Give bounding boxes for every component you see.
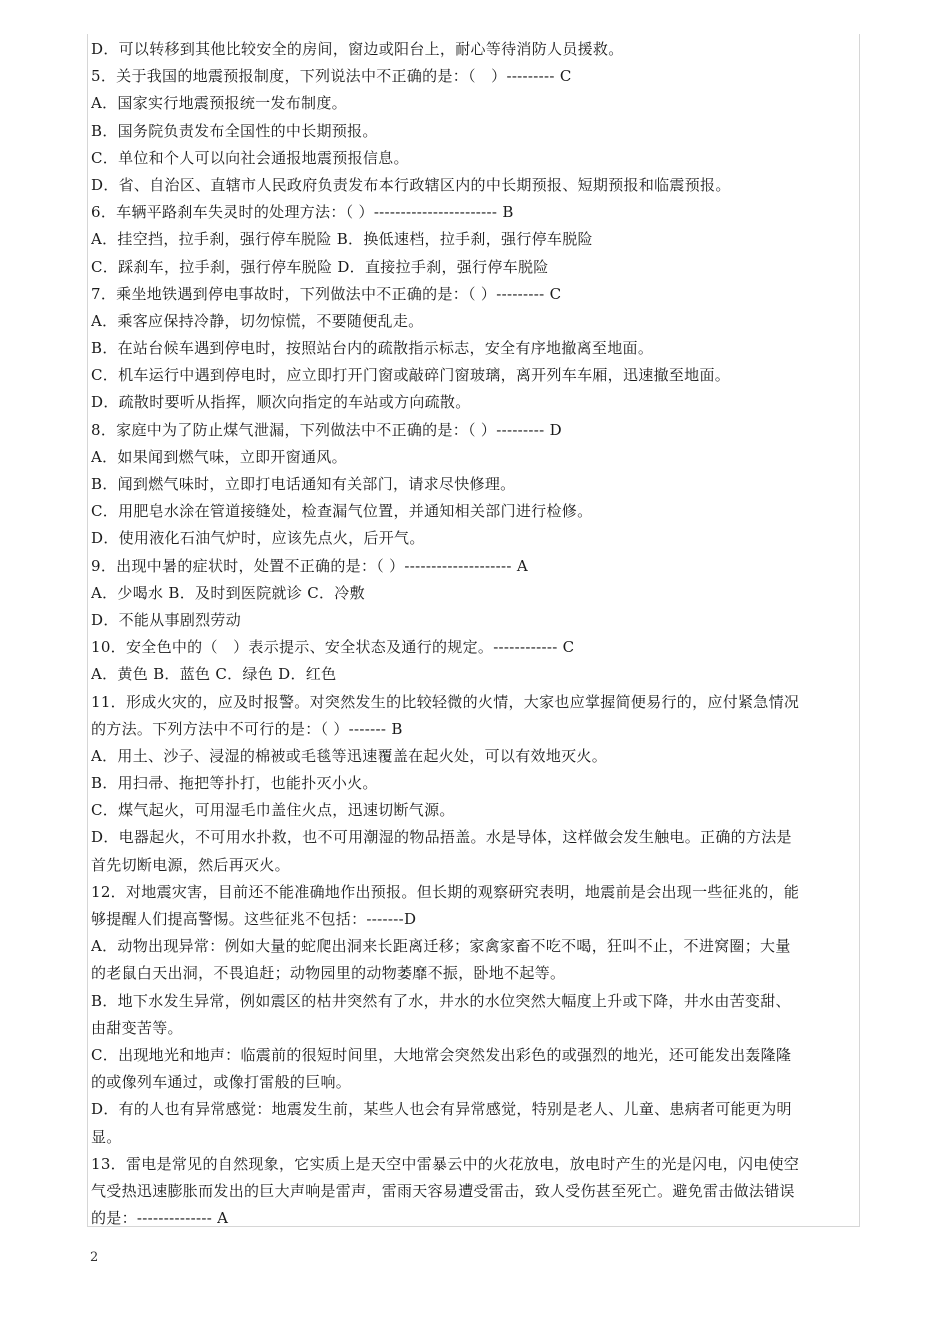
text-line: A．动物出现异常：例如大量的蛇爬出洞来长距离迁移；家禽家畜不吃不喝，狂叫不止，不进窝圈；大量 (91, 937, 791, 956)
text-line: A．国家实行地震预报统一发布制度。 (91, 94, 347, 113)
document-body (87, 34, 860, 1227)
text-line: B．用扫帚、拖把等扑打，也能扑灭小火。 (91, 774, 378, 793)
text-line: 7．乘坐地铁遇到停电事故时，下列做法中不正确的是：（ ）--------- C (91, 284, 562, 303)
text-line: 10．安全色中的（ ）表示提示、安全状态及通行的规定。------------ C (91, 638, 575, 657)
text-line: 够提醒人们提高警惕。这些征兆不包括：-------D (91, 910, 417, 928)
text-line: A．如果闻到燃气味，立即开窗通风。 (91, 447, 347, 466)
text-line: A．黄色 B．蓝色 C．绿色 D．红色 (91, 665, 337, 684)
text-line: C．单位和个人可以向社会通报地震预报信息。 (91, 148, 409, 167)
text-line: B．在站台候车遇到停电时，按照站台内的疏散指示标志，安全有序地撤离至地面。 (91, 339, 654, 358)
text-line: 气受热迅速膨胀而发出的巨大声响是雷声，雷雨天容易遭受雷击，致人受伤甚至死亡。避免雷击做法错误 (91, 1181, 795, 1200)
text-line: A．挂空挡，拉手刹，强行停车脱险 B．换低速档，拉手刹，强行停车脱险 (91, 230, 593, 249)
text-line: D．疏散时要听从指挥，顺次向指定的车站或方向疏散。 (91, 393, 471, 412)
text-line: D．有的人也有异常感觉：地震发生前，某些人也会有异常感觉，特别是老人、儿童、患病者可能更为明 (91, 1100, 792, 1119)
text-line: C．用肥皂水涂在管道接缝处，检查漏气位置，并通知相关部门进行检修。 (91, 502, 593, 521)
text-line: 5．关于我国的地震预报制度，下列说法中不正确的是：（ ）--------- C (91, 67, 572, 86)
text-line: 11．形成火灾的，应及时报警。对突然发生的比较轻微的火情，大家也应掌握简便易行的，应付紧急情况 (91, 692, 800, 711)
text-line: 8．家庭中为了防止煤气泄漏，下列做法中不正确的是：（ ）--------- D (91, 420, 562, 439)
text-line: 首先切断电源，然后再灭火。 (91, 855, 290, 874)
text-line: 9．出现中暑的症状时，处置不正确的是：（ ）-------------------- A (91, 556, 528, 575)
text-line: C．出现地光和地声：临震前的很短时间里，大地常会突然发出彩色的或强烈的地光，还可能发出轰隆隆 (91, 1045, 792, 1064)
text-line: 的是：-------------- A (91, 1209, 229, 1228)
text-line: A．乘客应保持冷静，切勿惊慌，不要随便乱走。 (91, 311, 424, 330)
text-line: B．国务院负责发布全国性的中长期预报。 (91, 121, 378, 140)
text-line: D．不能从事剧烈劳动 (91, 610, 242, 629)
text-line: 的或像列车通过，或像打雷般的巨响。 (91, 1073, 352, 1092)
text-line: 12．对地震灾害，目前还不能准确地作出预报。但长期的观察研究表明，地震前是会出现一些征兆的，能 (91, 882, 800, 901)
text-line: 的方法。下列方法中不可行的是：（ ）------- B (91, 719, 403, 738)
text-line: B．闻到燃气味时，立即打电话通知有关部门，请求尽快修理。 (91, 475, 516, 493)
text-line: D．可以转移到其他比较安全的房间，窗边或阳台上，耐心等待消防人员援救。 (91, 40, 624, 58)
page-number: 2 (90, 1250, 99, 1265)
text-line: D．电器起火，不可用水扑救，也不可用潮湿的物品捂盖。水是导体，这样做会发生触电。正确的方法是 (91, 828, 792, 847)
text-line: D．省、自治区、直辖市人民政府负责发布本行政辖区内的中长期预报、短期预报和临震预报。 (91, 175, 731, 194)
text-line: 显。 (91, 1127, 122, 1146)
text-line: 由甜变苦等。 (91, 1018, 183, 1037)
text-line: 13．雷电是常见的自然现象，它实质上是天空中雷暴云中的火花放电，放电时产生的光是闪电，闪电使空 (91, 1154, 800, 1173)
text-line: A．少喝水 B．及时到医院就诊 C．冷敷 (91, 583, 365, 602)
text-line: C．煤气起火，可用湿毛巾盖住火点，迅速切断气源。 (91, 801, 455, 820)
text-line: 6．车辆平路刹车失灵时的处理方法：（ ）----------------------- B (91, 203, 514, 222)
text-line: D．使用液化石油气炉时，应该先点火，后开气。 (91, 529, 425, 548)
text-line: B．地下水发生异常，例如震区的枯井突然有了水，井水的水位突然大幅度上升或下降，井水由苦变甜、 (91, 991, 791, 1010)
text-line: C．踩刹车，拉手刹，强行停车脱险 D．直接拉手刹，强行停车脱险 (91, 257, 549, 276)
text-line: A．用土、沙子、浸湿的棉被或毛毯等迅速覆盖在起火处，可以有效地灭火。 (91, 746, 608, 765)
text-line: C．机车运行中遇到停电时，应立即打开门窗或敲碎门窗玻璃，离开列车车厢，迅速撤至地面。 (91, 366, 731, 385)
text-line: 的老鼠白天出洞，不畏追赶；动物园里的动物萎靡不振，卧地不起等。 (91, 964, 566, 983)
